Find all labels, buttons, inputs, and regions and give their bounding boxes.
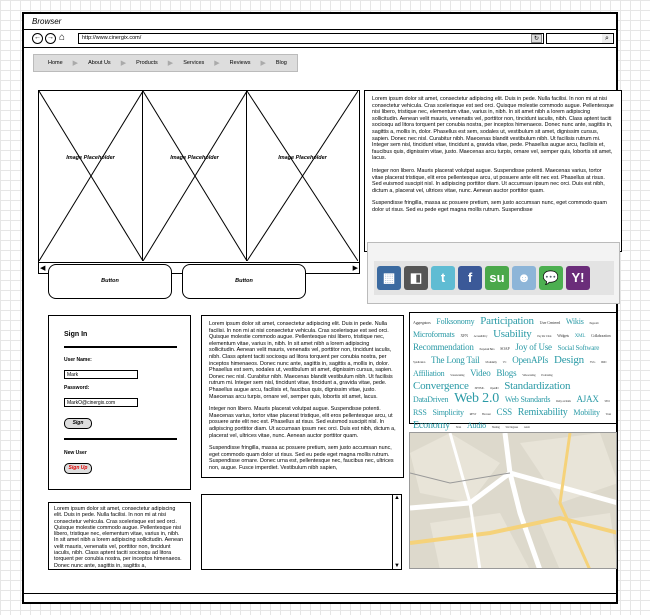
tag-link[interactable]: Sharing: [491, 425, 500, 429]
tag-link[interactable]: RSS: [413, 408, 427, 417]
tag-link[interactable]: Videocasting: [522, 373, 536, 377]
tag-link[interactable]: Affiliation: [413, 369, 445, 378]
tag-link[interactable]: Participation: [480, 315, 534, 327]
window-title: Browser: [24, 14, 616, 30]
username-label: User Name:: [64, 357, 92, 363]
tag-link[interactable]: Ruby on Rails: [556, 399, 571, 403]
address-bar: [24, 30, 616, 48]
tag-link[interactable]: SOAP: [500, 346, 510, 351]
tag-link[interactable]: XFN: [460, 333, 468, 338]
arrow-icon: ▶: [167, 60, 174, 67]
arrow-icon: ▶: [120, 60, 127, 67]
sign-button[interactable]: Sign: [64, 418, 92, 429]
scroll-right-icon[interactable]: ▶: [352, 265, 358, 272]
tag-link[interactable]: IMD: [600, 360, 607, 364]
tag-link[interactable]: Aggregators: [413, 320, 431, 325]
nav-bar: [33, 54, 298, 72]
tag-link[interactable]: Recommendation: [413, 342, 474, 352]
new-user-label: New User: [64, 450, 87, 456]
tag-link[interactable]: Usability: [493, 328, 532, 340]
username-input[interactable]: Mark: [64, 370, 138, 379]
tag-link[interactable]: Remixability: [517, 407, 568, 418]
tag-link[interactable]: Six Degrees: [505, 425, 518, 429]
nav-reviews[interactable]: Reviews: [229, 60, 251, 66]
tag-link[interactable]: XHTML: [474, 386, 485, 390]
tag-link[interactable]: Social Software: [557, 344, 600, 352]
tag-link[interactable]: Simplicity: [432, 408, 464, 417]
tag-link[interactable]: Pageonlt: [589, 321, 599, 325]
back-icon[interactable]: ←: [32, 33, 43, 44]
tag-link[interactable]: Atom: [523, 425, 530, 429]
tag-link[interactable]: Syndication: [413, 360, 426, 364]
sign-in-title: Sign In: [64, 331, 88, 338]
tag-link[interactable]: Pay Per Click: [537, 334, 552, 338]
home-icon[interactable]: ⌂: [59, 32, 66, 43]
tag-link[interactable]: Collaboration: [591, 333, 611, 338]
search-icon[interactable]: ⌕: [602, 34, 612, 43]
forward-icon[interactable]: →: [45, 33, 56, 44]
intro-text-block: Lorem ipsum dolor sit amet, consectetur adipiscing elit. Duis in pede. Nulla facilisi. In non mi at nisi consectetur vehicula. Cras scelerisque est sed orci. Quisque molestie commodo augue. Pellentesque nisi libero, tristique nec, elementum vitae, varius in, nibh. In sit amet nibh a lorem adipiscing sollicitudin. Aenean velit mauris, venenatis vel, porttitor non, tincidunt iaculis, nibh. Class aptent taciti sociosqu ad litora torquent per conubia nostra, per inceptos himenaeos. Donec nunc ante, sagittis in, sagittis a, mollis in, dolor. Phasellus est sem, sodales ut, vestibulum sit amet, dignissim cursus, sapien. Donec nec nisl. Curabitur nibh. Maecenas blandit vestibulum nibh. Ut facilisis rutrum mi. Integer sem nisl, tincidunt vitae, tincidunt a, gravida vitae, pede. Phasellus augue arcu, facilisis et, faucibus quis, dignissim vitae, justo. Maecenas arcu turpis, ornare vel, semper quis, lobortis sit amet, lacus. Integer non libero. Mauris placerat volutpat augue. Suspendisse potenti. Maecenas varius, tortor vitae placerat tristique, elit eros pellentesque arcu, ut posuere ante elit nec est. Phasellus at risus. Sed euismod suscipit nisl. In adipiscing porttitor diam. Ut accumsan ipsum nec orci. Duis est nibh, dictum a, placerat vel, ultrices vitae, nunc. Aenean auctor porttitor quam. Suspendisse fringilla, massa ac posuere pretium, sem justo accumsan nunc, eget commodo quam dolor ut risus. Sed eu pede eget magna mollis rutrum. Suspendisse: [364, 90, 622, 252]
button-2[interactable]: Button: [182, 264, 306, 299]
arrow-icon: ▶: [214, 60, 220, 67]
map[interactable]: [409, 432, 617, 569]
tag-link[interactable]: Audio: [466, 421, 486, 430]
tag-link[interactable]: Accessibili ty: [473, 334, 488, 338]
scroll-up-icon[interactable]: ▲: [394, 495, 400, 501]
tag-link[interactable]: Video: [470, 368, 491, 378]
tag-link[interactable]: SVG: [589, 360, 596, 364]
tag-link[interactable]: The Long Tail: [430, 355, 480, 365]
social-icons: [374, 261, 614, 295]
nav-blog[interactable]: Blog: [275, 60, 287, 66]
password-label: Password:: [64, 385, 90, 391]
nav-about[interactable]: About Us: [88, 60, 111, 66]
scroll-panel[interactable]: [201, 494, 402, 570]
tag-link[interactable]: Economy: [413, 420, 450, 431]
tag-link[interactable]: SOA: [455, 425, 462, 429]
image-placeholder: Image Placeholder: [39, 91, 143, 261]
tag-cloud: [409, 312, 617, 431]
tag-link[interactable]: XML: [574, 334, 586, 339]
tag-link[interactable]: Standardization: [504, 380, 571, 392]
url-input[interactable]: http://www.cinergix.com/: [78, 33, 544, 44]
bottom-text-block: Lorem ipsum dolor sit amet, consectetur adipiscing elit. Duis in pede. Nulla facilisi. In non mi at nisi consectetur vehicula. Cras scelerisque est sed orci. Quisque molestie commodo augue. Pellentesque nisi libero, tristique nec, elementum vitae, varius in, nibh. In sit amet nibh a lorem adipiscing sollicitudin. Aenean velit mauris, venenatis vel, porttitor non, tincidunt iaculis, nibh. Class aptent taciti sociosqu ad litora torquent per conubia nostra, per inceptos himenaeos. Donec nunc ante, sagittis in, sagittis a,: [48, 502, 191, 570]
tag-link[interactable]: Web Standards: [504, 395, 551, 404]
image-carousel: [38, 90, 360, 274]
tag-link[interactable]: Blogs: [496, 368, 517, 378]
sign-up-button[interactable]: Sign Up: [64, 463, 92, 474]
delicious-icon[interactable]: ◧: [404, 266, 428, 290]
social-share-bar: [367, 242, 620, 304]
arrow-icon: ▶: [72, 60, 79, 67]
tag-link[interactable]: AJAX: [576, 394, 599, 404]
tag-link[interactable]: CSS: [496, 407, 512, 417]
tag-link[interactable]: Trust: [605, 412, 611, 416]
browser-window: [22, 12, 618, 604]
tag-link[interactable]: Folksonomy: [436, 317, 475, 326]
tag-link[interactable]: Joy of Use: [515, 342, 552, 352]
refresh-icon[interactable]: ↻: [531, 34, 542, 43]
tag-link[interactable]: SEO: [604, 399, 610, 403]
yahoo-icon[interactable]: Y!: [566, 266, 590, 290]
digg-icon[interactable]: ▦: [377, 266, 401, 290]
sign-in-panel: [48, 315, 191, 490]
scroll-left-icon[interactable]: ◀: [40, 265, 46, 272]
nav-products[interactable]: Products: [136, 60, 158, 66]
nav-home[interactable]: Home: [48, 60, 63, 66]
tag-link[interactable]: Browser: [481, 412, 491, 416]
tag-link[interactable]: Modularity: [485, 360, 497, 364]
tag-link[interactable]: Convergence: [413, 380, 469, 392]
tag-link[interactable]: Wikis: [565, 317, 584, 326]
tag-link[interactable]: OpenID: [489, 386, 499, 390]
tag-link[interactable]: Perpetual Beta: [479, 347, 495, 351]
password-input[interactable]: MarkO@cinergix.com: [64, 398, 138, 407]
chat-icon[interactable]: 💬: [539, 266, 563, 290]
tag-link[interactable]: VC: [502, 360, 507, 364]
tag-link[interactable]: Design: [553, 354, 584, 366]
tag-link[interactable]: Web 2.0: [454, 391, 500, 406]
tag-link[interactable]: Mobility: [573, 408, 600, 417]
facebook-icon[interactable]: f: [458, 266, 482, 290]
button-1[interactable]: Button: [48, 264, 172, 299]
tag-link[interactable]: Microformats: [413, 330, 455, 339]
nav-services[interactable]: Services: [183, 60, 205, 66]
scrollbar[interactable]: [392, 495, 401, 569]
divider: [64, 438, 177, 440]
arrow-icon: ▶: [260, 60, 266, 67]
tag-link[interactable]: Screencasting: [450, 373, 465, 377]
tag-link[interactable]: DataDriven: [413, 395, 449, 404]
tag-link[interactable]: Podcasting: [541, 373, 553, 377]
tag-link[interactable]: REST: [469, 412, 477, 416]
tag-link[interactable]: OpenAPIs: [512, 355, 549, 365]
search-input[interactable]: [546, 33, 614, 44]
tag-link[interactable]: User Centered: [539, 320, 561, 325]
image-placeholder: Image Placeholder: [247, 91, 358, 261]
reddit-icon[interactable]: ☻: [512, 266, 536, 290]
map-roads: [410, 433, 617, 569]
image-placeholder: Image Placeholder: [143, 91, 247, 261]
stumbleupon-icon[interactable]: su: [485, 266, 509, 290]
middle-text-block: Lorem ipsum dolor sit amet, consectetur adipiscing elit. Duis in pede. Nulla facilisi. In non mi at nisi consectetur vehicula. Cras scelerisque est sed orci. Quisque molestie commodo augue. Pellentesque nisi libero, tristique nec, elementum vitae, varius in, nibh. In sit amet nibh a lorem adipiscing sollicitudin. Aenean velit mauris, venenatis vel, porttitor non, tincidunt iaculis, nibh. Class aptent taciti sociosqu ad litora torquent per conubia nostra, per inceptos himenaeos. Donec nunc ante, sagittis in, sagittis a, mollis in, dolor. Phasellus est sem, sodales ut, vestibulum sit amet, dignissim cursus, sapien. Donec nec nisl. Curabitur nibh. Maecenas blandit vestibulum nibh. Ut facilisis rutrum mi. Integer sem nisl, tincidunt vitae, tincidunt a, gravida vitae, pede. Phasellus augue arcu, facilisis et, faucibus quis, dignissim vitae, justo. Maecenas arcu turpis, ornare vel, semper quis, lobortis sit amet, lacus. Integer non libero. Mauris placerat volutpat augue. Suspendisse potenti. Maecenas varius, tortor vitae placerat tristique, elit eros pellentesque arcu, ut posuere ante elit nec est. Phasellus at risus. Sed euismod suscipit nisl. In adipiscing porttitor diam. Ut accumsan ipsum nec orci. Duis est nibh, dictum a, placerat vel, ultrices vitae, nunc. Aenean auctor porttitor quam. Suspendisse fringilla, massa ac posuere pretium, sem justo accumsan nunc, eget commodo quam dolor ut risus. Sed eu pede eget magna mollis rutrum. Suspendisse ornare. Donec urna est, pellentesque nec, faucibus nec, ultrices non, augue. Fusce imperdiet. Vestibulum nibh sapien,: [201, 315, 404, 478]
status-bar: [24, 593, 616, 602]
tag-link[interactable]: Widgets: [557, 333, 569, 338]
twitter-icon[interactable]: t: [431, 266, 455, 290]
divider: [64, 346, 177, 348]
scroll-down-icon[interactable]: ▼: [394, 563, 400, 569]
